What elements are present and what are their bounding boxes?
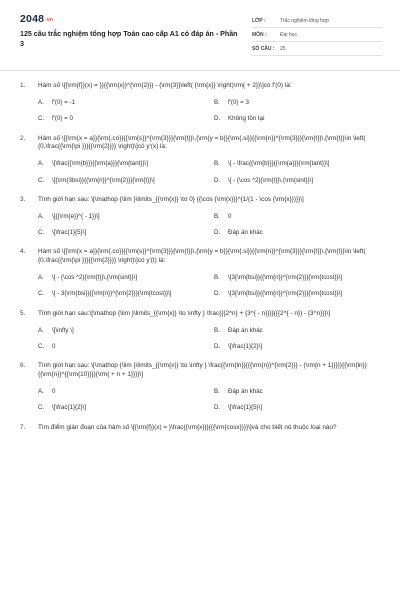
option-text: Đáp án khác [228,326,263,334]
option-letter: C. [38,290,45,298]
option-letter: B. [214,212,220,220]
option-letter: C. [38,343,45,351]
meta-label: SỐ CÂU : [252,46,275,53]
option-text: 0 [228,212,232,220]
option-text: Đáp án khác [228,229,263,237]
question-number: 1. [20,82,26,89]
option-letter: D. [214,176,221,184]
question-number: 4. [20,248,26,256]
option-text: \[3{\rm{bsi}}{{\rm{n}}^{\rm{2}}}{\rm{tcost}}\] [228,274,343,282]
option-text: \[ - {\cos ^2}{\rm{t}}\,{\rm{sint}}\] [228,176,314,184]
question-text: Tìm điểm gián đoạn của hàm số \[{\rm{f}}(x) = }\frac{{\rm{x}}}{{{\rm{cosx}}}}\]và cho biết nó thuộc loại nào? [38,423,337,431]
option-letter: A. [38,274,44,282]
option-text: \[\frac{1}{5}\] [52,229,87,237]
answer-option-d[interactable] [214,177,382,185]
answer-option-b[interactable] [214,327,382,335]
option-letter: B. [214,98,220,106]
option-letter: C. [38,176,45,184]
answer-option-a[interactable] [38,388,206,396]
meta-info-table [252,14,382,56]
option-text: \[{\rm{3bsi}}{{\rm{n}}^{\rm{2}}}{\rm{t}}\] [52,176,155,184]
meta-label: LỚP : [252,18,266,25]
answer-option-c[interactable] [38,343,206,351]
option-text: f'(0) = 0 [52,115,73,123]
option-letter: A. [38,212,44,220]
option-letter: A. [38,326,44,334]
answer-options [20,213,382,238]
answer-option-c[interactable] [38,229,206,237]
option-letter: C. [38,115,45,123]
question-item [20,82,382,124]
meta-value: Trắc nghiệm tổng hợp [280,18,329,25]
answer-option-c[interactable] [38,177,206,185]
option-text: 0 [52,343,56,351]
answer-options [20,99,382,124]
answer-option-b[interactable] [214,99,382,107]
option-text: Không tồn tại [228,115,265,123]
answer-option-b[interactable] [214,160,382,168]
answer-option-c[interactable] [38,290,206,298]
option-letter: C. [38,404,45,412]
option-text: \[\frac{1}{2}\] [228,343,263,351]
option-text: \[ - {\cos ^2}{\rm{t}}\,{\rm{sint}}\] [52,274,138,282]
question-number: 5. [20,309,26,317]
answer-option-a[interactable] [38,274,206,282]
option-text: \[3{\rm{bsi}}{{\rm{n}}^{\rm{2}}}{\rm{tcost}}\] [228,290,343,298]
option-letter: B. [214,160,220,168]
option-letter: B. [214,274,220,282]
question-list [20,82,382,444]
answer-option-a[interactable] [38,99,206,107]
page-header [0,0,400,70]
meta-label: MÔN : [252,32,267,39]
option-text: \[\frac{1}{5}\] [228,404,263,412]
option-text: 0 [52,388,56,396]
option-text: Đáp án khác [228,388,263,396]
option-letter: D. [214,343,221,351]
option-letter: D. [214,290,221,298]
question-item [20,362,382,412]
option-letter: D. [214,404,221,412]
answer-option-b[interactable] [214,388,382,396]
question-item [20,196,382,238]
option-text: \[{{\rm{e}}^{ - 1}}\] [52,212,100,220]
question-number: 2. [20,134,26,142]
question-item [20,424,382,433]
option-text: \[\infty \] [52,326,74,334]
header-divider [0,70,400,71]
answer-options [20,160,382,185]
answer-option-b[interactable] [214,213,382,221]
option-letter: A. [38,388,44,396]
question-text: Tính giới hạn sau: \[\mathop {\lim }\limits_{{\rm{x}} \to \infty } \frac{{\rm{ln}}{{{\rm{n}}^{\rm{2}}} - {\rm{n + 1}}}}}{{\rm{ln}}{{\rm{n}}^{{\rm{10}}}}{\rm{ + n + 1}}}}\] [38,362,367,379]
question-item [20,135,382,185]
logo-suffix: .vn [45,17,53,23]
question-text: Tính giới hạn sau: \[\mathop {\lim }\limits_{{\rm{x}} \to 0} {{\cos {\rm{x}}}^{1/(1 - \cos {\rm{x}})}}\] [38,195,304,203]
question-text: Tính giới hạn sau:\[\mathop {\lim }\limits_{{\rm{x}} \to \infty } \frac{{{2^n} + {3^{ - n}}}}{{{2^{ - n}} - {3^n}}}\] [38,309,331,317]
answer-option-d[interactable] [214,115,382,123]
question-text: Hàm số \[{\rm{x = a}}{\rm{.co}}{{\rm{s}}^{\rm{3}}}{\rm{t}}\,{\rm{y = b}}{\rm{.si}}{{\rm{n}}^{\rm{3}}}{\rm{t}}\,{\rm{t}}\in \left( {0,\frac{{\rm{\pi }}}{{\rm{2}}}} \right)\]có y'(x) là: [38,134,366,151]
meta-row-class [252,14,382,28]
option-text: \[\frac{1}{2}\] [52,404,87,412]
site-logo[interactable] [20,12,53,26]
meta-value: Đại học [280,32,297,39]
answer-option-c[interactable] [38,115,206,123]
option-text: f'(0) = 3 [228,98,249,106]
option-letter: B. [214,388,220,396]
meta-row-subject [252,28,382,42]
question-item [20,248,382,298]
answer-option-d[interactable] [214,290,382,298]
meta-value: 25 [280,46,286,53]
option-letter: D. [214,115,221,123]
answer-option-d[interactable] [214,229,382,237]
answer-option-a[interactable] [38,213,206,221]
document-title: 125 câu trắc nghiệm tổng hợp Toán cao cấp A1 có đáp án - Phần 3 [20,30,238,48]
meta-row-question-count [252,42,382,56]
option-letter: A. [38,98,44,106]
option-text: \[ - \frac{{\rm{b}}}{{\rm{a}}}{\rm{tant}}\] [228,160,330,168]
option-text: f'(0) = -1 [52,98,76,106]
answer-option-b[interactable] [214,274,382,282]
option-letter: D. [214,229,221,237]
answer-options [20,388,382,413]
option-text: \[ - 3{\rm{bsi}}{{\rm{n}}^{\rm{2}}}{\rm{tcost}}\] [52,290,172,298]
answer-options [20,274,382,299]
option-letter: A. [38,160,44,168]
option-letter: C. [38,229,45,237]
answer-option-a[interactable] [38,160,206,168]
answer-option-d[interactable] [214,404,382,412]
option-letter: B. [214,326,220,334]
question-number: 6. [20,362,26,370]
question-text: Hàm số \[{\rm{x = a}}{\rm{.co}}{{\rm{s}}^{\rm{3}}}{\rm{t}}\,{\rm{y = b}}{\rm{.si}}{{\rm{n}}^{\rm{3}}}{\rm{t}}\,{\rm{t}}\in \left( {0,\frac{{\rm{\pi }}}{{\rm{2}}}} \right)\]có y'(t) là: [38,248,366,265]
answer-option-d[interactable] [214,343,382,351]
question-number: 7. [20,423,26,431]
answer-options [20,327,382,352]
answer-option-a[interactable] [38,327,206,335]
option-text: \[\frac{{\rm{b}}}{{\rm{a}}}{\rm{tant}}\] [52,160,148,168]
question-item [20,310,382,352]
question-text: Hàm số \[{\rm{f}}(x) = }}{{\rm{x}}^{\rm{2}}} - {\rm{3}}\left( {\rm{x}} \right)\rm{ + 2}}\]có f'(0) là: [38,82,292,89]
question-number: 3. [20,195,26,203]
logo-text: 2048 [20,13,45,25]
answer-option-c[interactable] [38,404,206,412]
